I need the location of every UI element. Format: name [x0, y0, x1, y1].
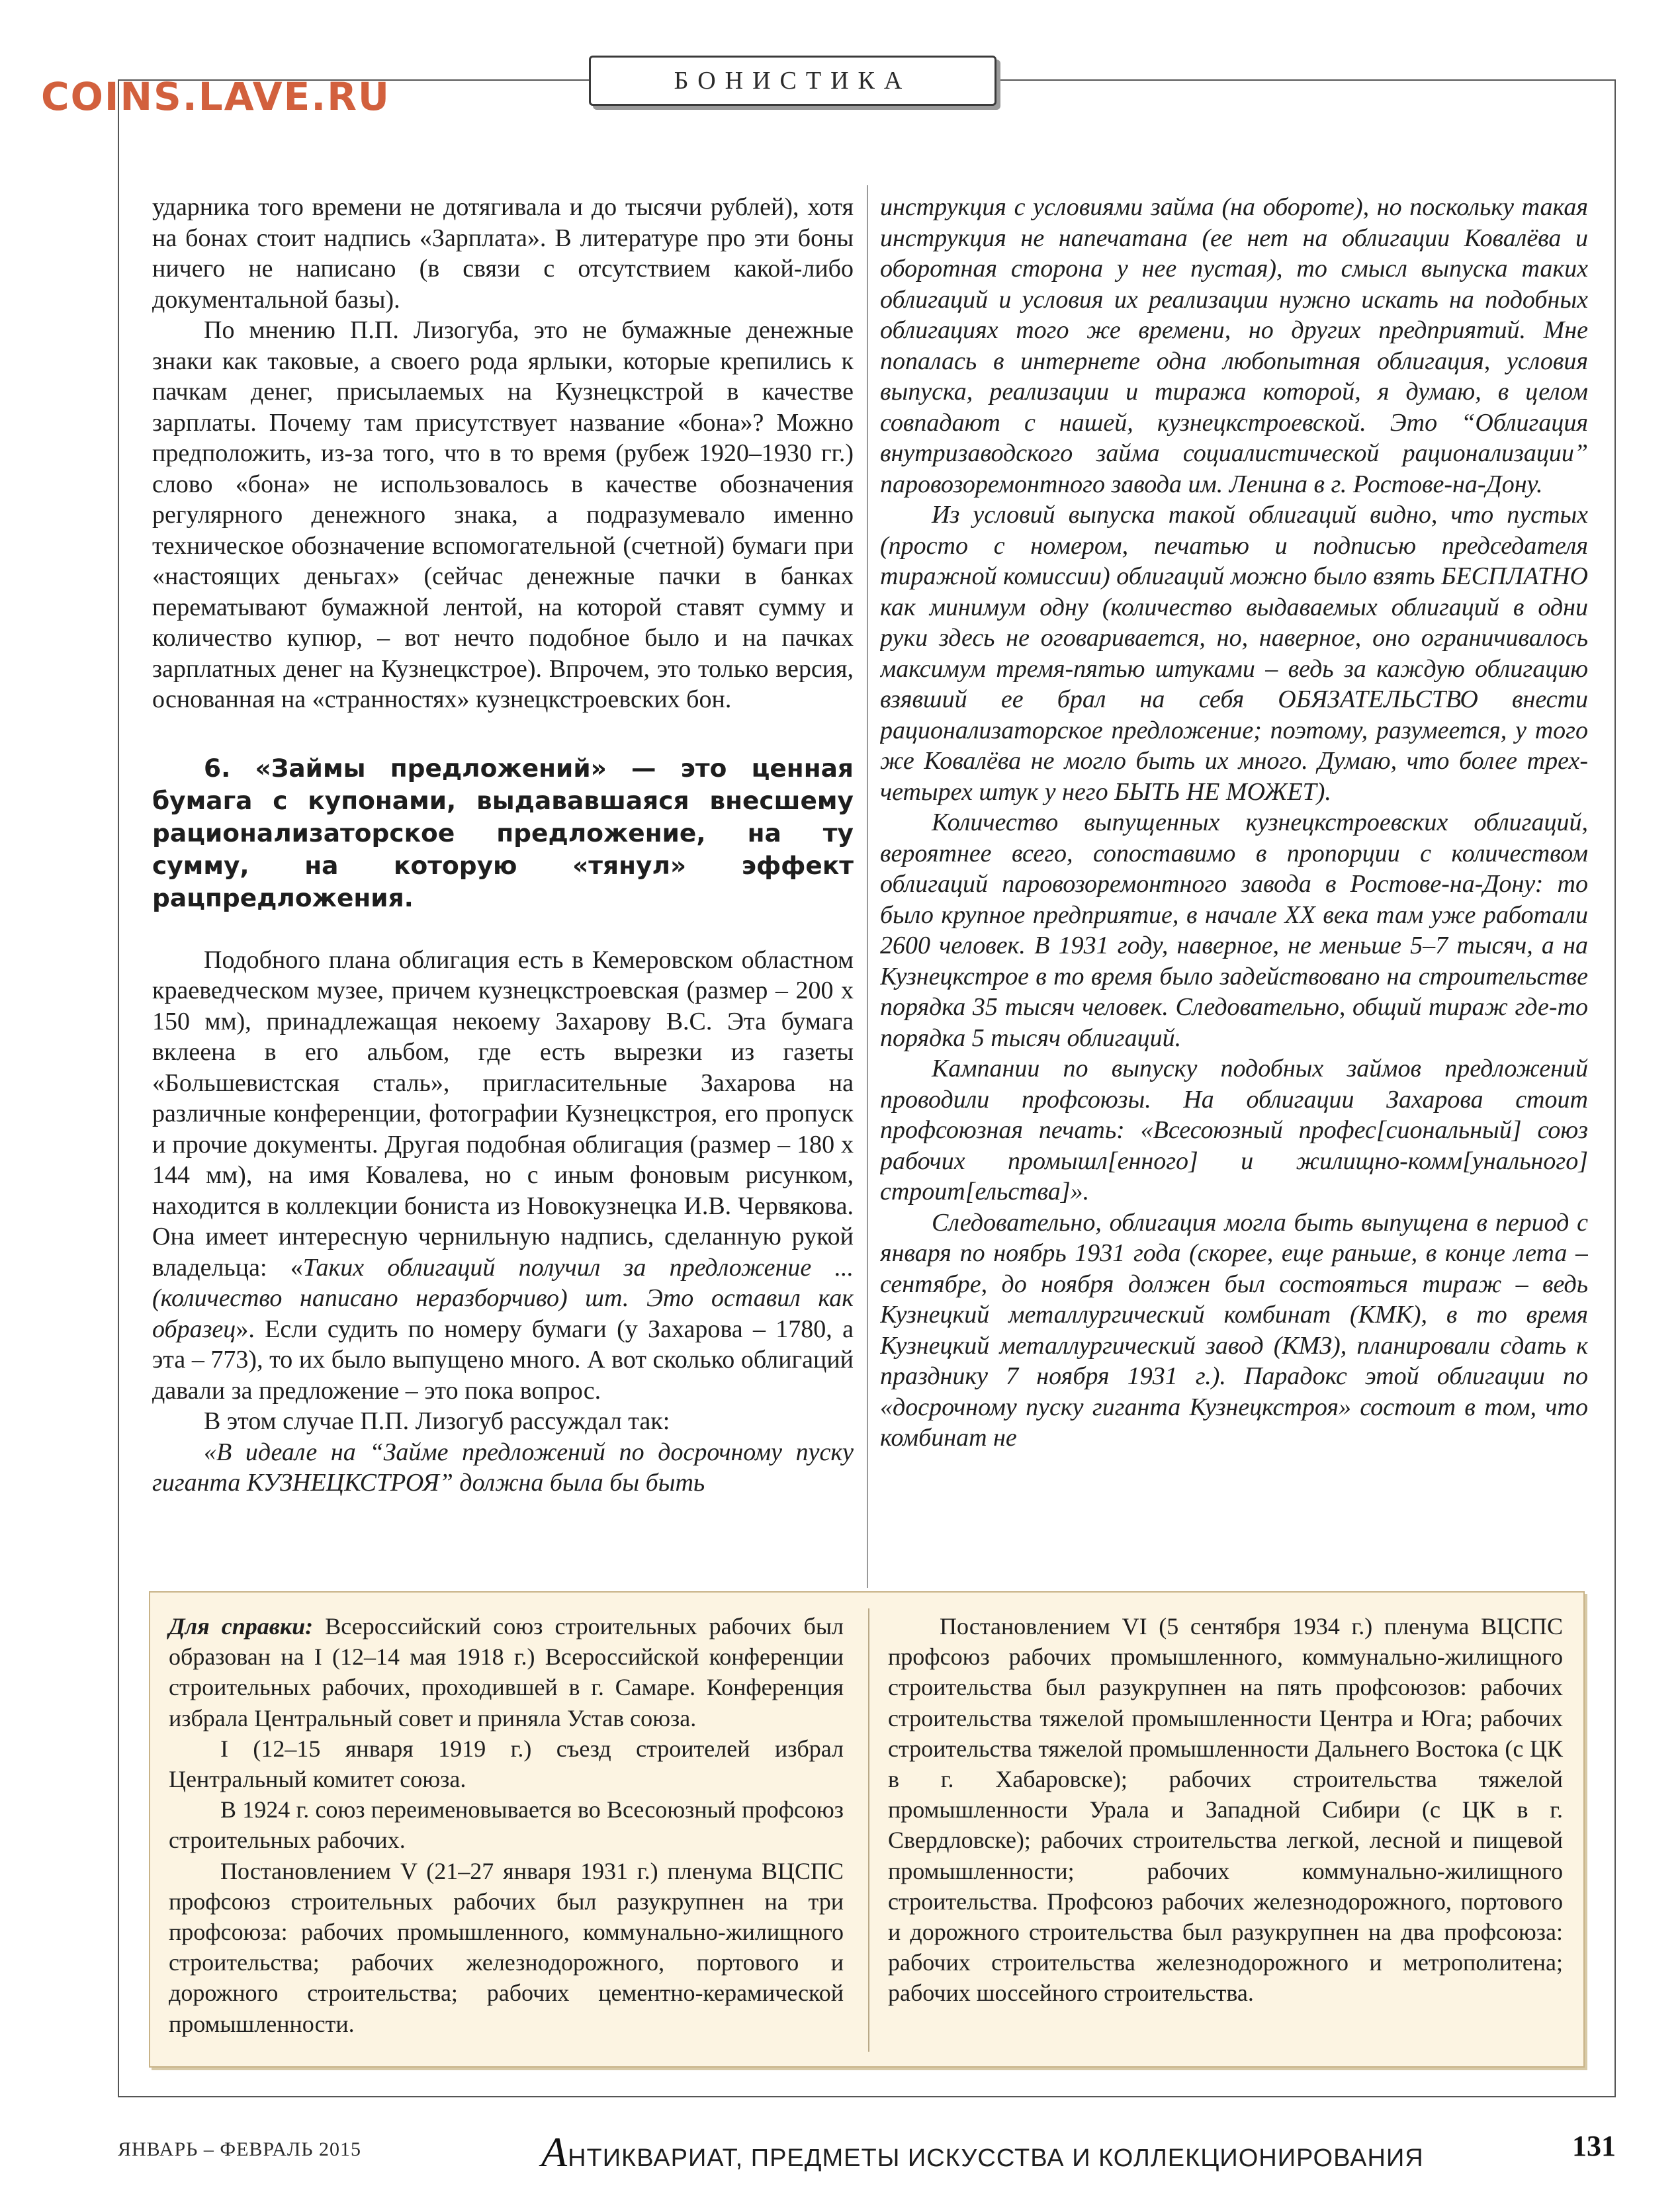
reference-paragraph-4: Постановлением V (21–27 января 1931 г.) пленума ВЦСПС профсоюз строительных рабочих был разукрупнен на три профсоюза: рабочих промышленного, коммунально-жилищного строительства; рабочих железнодорожного, портового и дорожного строительства; рабочих цементно-керамической промышленности. [169, 1857, 844, 2037]
left-column [152, 192, 854, 1575]
reference-box [149, 1591, 1585, 2068]
reference-label: Для справки: [169, 1613, 314, 1640]
section-heading: 6. «Займы предложений» — это ценная бумага с купонами, выдававшаяся внесшему рационализаторское предложение, на ту сумму, на которую «тянул» эффект рацпредложения. [152, 753, 854, 912]
right-paragraph-4: Кампании по выпуску подобных займов предложений проводили профсоюзы. На облигации Захарова стоит профсоюзная печать: «Всесоюзный профес[сиональный] союз рабочих промышл[енного] и жилищно-комм[унального] строит[ельства]». [880, 1055, 1588, 1205]
magazine-title-initial: А [541, 2128, 568, 2175]
left-paragraph-2: По мнению П.П. Лизогуба, это не бумажные денежные знаки как таковые, а своего рода ярлыки, которые крепились к пачкам денег, присылаемых на Кузнецкстрой в качестве зарплаты. Почему там присутствует название «бона»? Можно предположить, из-за того, что в то время (рубеж 1920–1930 гг.) слово «бона» не использовалось в качестве обозначения регулярного денежного знака, а подразумевало именно техническое обозначение вспомогательной (счетной) бумаги при «настоящих деньгах» (сейчас денежные пачки в банках перематывают бумажной лентой, на которой ставят сумму и количество купюр, – вот нечто подобное было и на пачках зарплатных денег на Кузнецкстрое). Впрочем, это только версия, основанная на «странностях» кузнецкстроевских бон. [152, 316, 854, 713]
right-paragraph-3: Количество выпущенных кузнецкстроевских облигаций, вероятнее всего, сопоставимо в пропорции с количеством облигаций паровозоремонтного завода в Ростове-на-Дону: то было крупное предприятие, в начале XX века там уже работали 2600 человек. В 1931 году, наверное, не меньше 5–7 тысяч, а на Кузнецкстрое в то время было задействовано на строительстве порядка 35 тысяч человек. Следовательно, общий тираж где-то порядка 5 тысяч облигаций. [880, 809, 1588, 1052]
page-number: 131 [1572, 2130, 1616, 2162]
right-paragraph-5: Следовательно, облигация могла быть выпущена в период с января по ноябрь 1931 года (скорее, еще раньше, в конце лета – сентябре, до ноября должен был состояться тираж – ведь Кузнецкий металлургический комбинат (КМК), в то время Кузнецкий металлургический завод (КМЗ), планировали сдать к празднику 7 ноября 1931 г.). Парадокс этой облигации по «досрочному пуску гиганта Кузнецкстроя» состоит в том, что комбинат не [880, 1208, 1588, 1452]
watermark: COINS.LAVE.RU [41, 74, 391, 119]
reference-box-left-column [169, 1611, 844, 2039]
left-paragraph-3-c: ». Если судить по номеру бумаги (у Захарова – 1780, а эта – 773), то их было выпущено много. А вот сколько облигаций давали за предложение – это пока вопрос. [152, 1315, 854, 1405]
left-paragraph-5-quote: «В идеале на “Займе предложений по досрочному пуску гиганта КУЗНЕЦКСТРОЯ” должна была бы быть [152, 1438, 854, 1497]
right-paragraph-2: Из условий выпуска такой облигаций видно, что пустых (просто с номером, печатью и подписью председателя тиражной комиссии) облигаций можно было взять БЕСПЛАТНО как минимум одну (количество выдаваемых облигаций в одни руки здесь не оговаривается, но, наверное, оно ограничивалось максимум тремя-пятью штуками – ведь за каждую облигацию взявший ее брал на себя ОБЯЗАТЕЛЬСТВО внести рационализаторское предложение; поэтому, разумеется, у того же Ковалёва не могло быть их много. Думаю, что более трех-четырех штук у него БЫТЬ НЕ МОЖЕТ). [880, 501, 1588, 806]
magazine-title [541, 2128, 1424, 2177]
left-paragraph-3-a: Подобного плана облигация есть в Кемеровском областном краеведческом музее, причем кузнецкстроевская (размер – 200 х 150 мм), принадлежащая некоему Захарову В.С. Эта бумага вклеена в его альбом, где есть вырезки из газеты «Большевистская сталь», пригласительные Захарова на различные конференции, фотографии Кузнецкстроя, его пропуск и прочие документы. Другая подобная облигация (размер – 180 х 144 мм), на имя Ковалева, но с иным фоновым рисунком, находится в коллекции бониста из Новокузнецка И.В. Червякова. Она имеет интересную чернильную надпись, сделанную рукой владельца: « [152, 945, 854, 1282]
page-footer [118, 2124, 1616, 2175]
issue-date: ЯНВАРЬ – ФЕВРАЛЬ 2015 [118, 2138, 361, 2160]
handwritten-inscription-quote: Таких облигаций получил за предложение ... (количество написано неразборчиво) шт. Это оставил как образец [152, 1253, 854, 1343]
reference-box-divider [868, 1608, 869, 2052]
left-paragraph-4: В этом случае П.П. Лизогуб рассуждал так: [204, 1407, 670, 1435]
reference-paragraph-3: В 1924 г. союз переименовывается во Всесоюзный профсоюз строительных рабочих. [169, 1796, 844, 1854]
magazine-title-rest: НТИКВАРИАТ, ПРЕДМЕТЫ ИСКУССТВА И КОЛЛЕКЦИОНИРОВАНИЯ [568, 2144, 1424, 2172]
section-label: БОНИСТИКА [589, 56, 996, 106]
reference-box-right-column [888, 1611, 1563, 2009]
left-paragraph-1: ударника того времени не дотягивала и до тысячи рублей), хотя на бонах стоит надпись «Зарплата». В литературе про эти боны ничего не написано (в связи с отсутствием какой-либо документальной базы). [152, 193, 854, 314]
reference-paragraph-5: Постановлением VI (5 сентября 1934 г.) пленума ВЦСПС профсоюз рабочих промышленного, коммунально-жилищного строительства был разукрупнен на пять профсоюзов: рабочих строительства тяжелой промышленности Центра и Юга; рабочих строительства тяжелой промышленности Дальнего Востока (с ЦК в г. Хабаровске); рабочих строительства тяжелой промышленности Урала и Западной Сибири (с ЦК в г. Свердловске); рабочих строительства легкой, лесной и пищевой промышленности; рабочих коммунально-жилищного строительства. Профсоюз рабочих железнодорожного, портового и дорожного строительства был разукрупнен на два профсоюза: рабочих строительства железнодорожного и метрополитена; рабочих шоссейного строительства. [888, 1613, 1563, 2007]
right-paragraph-1: инструкция с условиями займа (на обороте), но поскольку такая инструкция не напечатана (ее нет на облигации Ковалёва и оборотная сторона у нее пустая), то смысл выпуска таких облигаций и условия их реализации нужно искать на подобных облигациях того же времени, но других предприятий. Мне попалась в интернете одна любопытная облигация, условия выпуска, реализации и тиража которой, я думаю, в целом совпадают с нашей, кузнецкстроевской. Это “Облигация внутризаводского займа социалистической рационализации” паровозоремонтного завода им. Ленина в г. Ростове-на-Дону. [880, 193, 1588, 498]
reference-paragraph-2: I (12–15 января 1919 г.) съезд строителей избрал Центральный комитет союза. [169, 1735, 844, 1793]
left-paragraph-3 [152, 945, 854, 1407]
column-divider [867, 185, 868, 1588]
reference-paragraph-1 [169, 1611, 844, 1733]
right-column [880, 192, 1588, 1575]
reference-paragraph-1-text: Всероссийский союз строительных рабочих был образован на I (12–14 мая 1918 г.) Всероссийской конференции строительных рабочих, проходившей в г. Самаре. Конференция избрала Центральный совет и приняла Устав союза. [169, 1613, 844, 1731]
